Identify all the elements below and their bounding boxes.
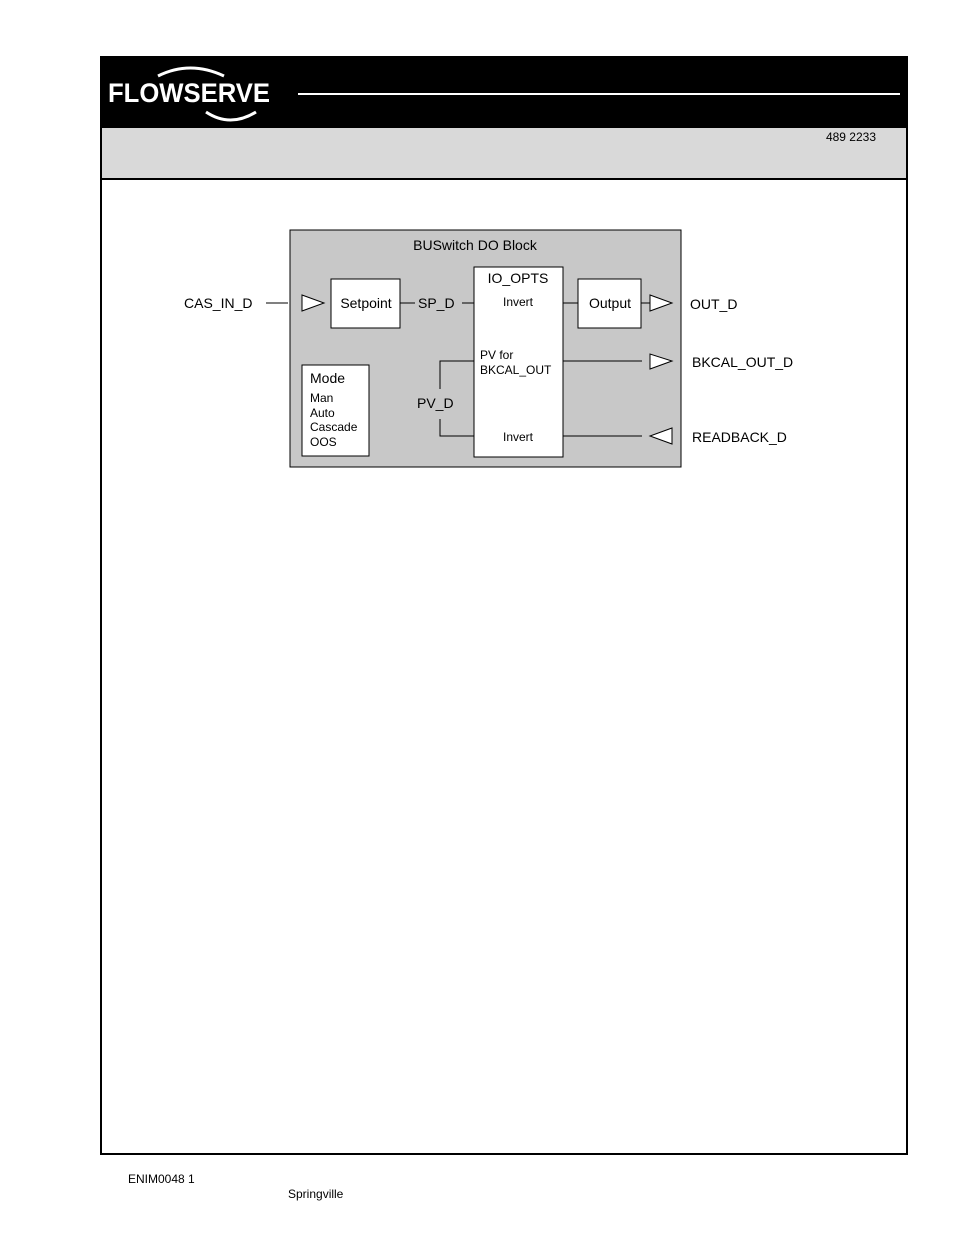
cas-in-label: CAS_IN_D xyxy=(184,295,253,311)
io-opts-title: IO_OPTS xyxy=(487,270,549,286)
mode-item-oos: OOS xyxy=(310,435,337,449)
sp-label: SP_D xyxy=(418,295,455,311)
mode-item-auto: Auto xyxy=(310,406,335,420)
io-opts-invert-bottom: Invert xyxy=(502,430,534,444)
output-label: Output xyxy=(588,295,632,311)
mode-item-man: Man xyxy=(310,391,334,405)
io-opts-pv-for: PV for xyxy=(480,348,514,362)
mode-title: Mode xyxy=(310,370,346,386)
out-label: OUT_D xyxy=(690,296,738,312)
footer-document-code: ENIM0048 1 xyxy=(128,1172,195,1186)
logo-wordmark: FLOWSERVE xyxy=(108,78,270,108)
page-frame xyxy=(100,56,908,1155)
pv-label: PV_D xyxy=(417,395,454,411)
document-number: 489 2233 xyxy=(825,130,876,144)
footer-location: Springville xyxy=(288,1187,344,1201)
setpoint-label: Setpoint xyxy=(340,295,392,311)
readback-label: READBACK_D xyxy=(692,429,787,445)
logo-swoosh-bottom xyxy=(206,112,256,120)
mode-item-cascade: Cascade xyxy=(310,420,358,434)
io-opts-bkcal-out: BKCAL_OUT xyxy=(480,363,552,377)
logo-swoosh-top xyxy=(158,68,224,76)
buswitch-do-block-diagram xyxy=(180,226,820,472)
header-rule xyxy=(298,93,900,95)
header-bar xyxy=(102,58,906,128)
block-title: BUSwitch DO Block xyxy=(413,237,537,253)
flowserve-logo xyxy=(106,62,276,126)
io-opts-invert-top: Invert xyxy=(502,295,534,309)
bkcal-out-label: BKCAL_OUT_D xyxy=(692,354,794,370)
subheader-band xyxy=(102,128,906,180)
